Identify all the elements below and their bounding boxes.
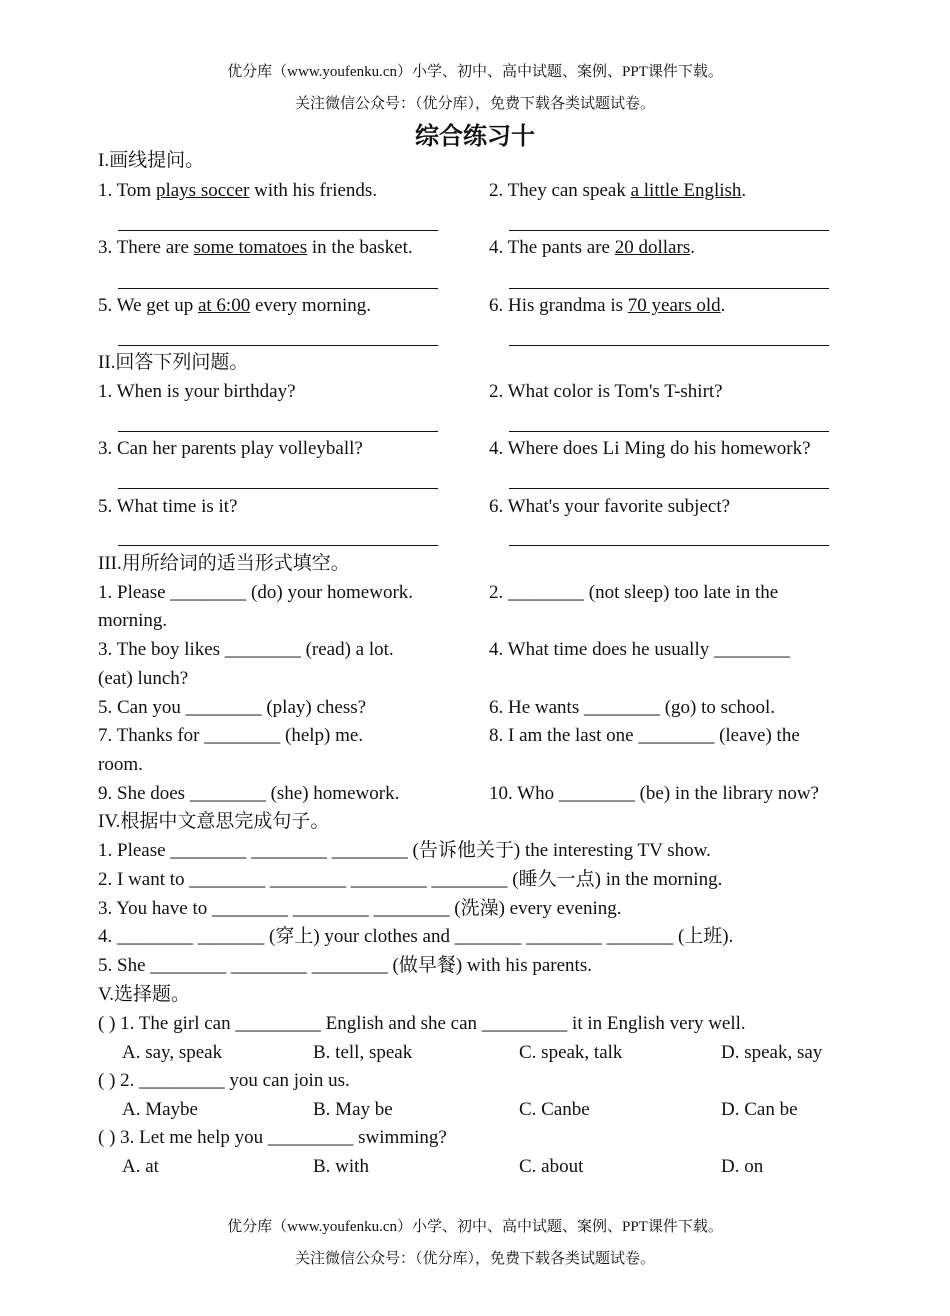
answer-line[interactable] [118, 288, 438, 289]
answer-line[interactable] [509, 488, 829, 489]
answer-line[interactable] [509, 230, 829, 231]
sec1-question-4: 4. The pants are 20 dollars. [489, 237, 695, 258]
answer-line[interactable] [118, 488, 438, 489]
section-3-heading: III.用所给词的适当形式填空。 [98, 553, 350, 574]
sec3-question-8-continued: room. [98, 754, 143, 775]
option-a[interactable]: A. Maybe [122, 1099, 198, 1120]
sec3-question-4: 4. What time does he usually ________ [489, 639, 790, 660]
sec3-question-5: 5. Can you ________ (play) chess? [98, 697, 367, 718]
footer-line-2: 关注微信公众号：（优分库），免费下载各类试题试卷。 [294, 1251, 655, 1267]
answer-line[interactable] [509, 545, 829, 546]
option-b[interactable]: B. with [313, 1156, 369, 1177]
sec3-question-6: 6. He wants ________ (go) to school. [489, 697, 776, 718]
option-b[interactable]: B. tell, speak [313, 1042, 413, 1063]
answer-line[interactable] [118, 230, 438, 231]
option-b[interactable]: B. May be [313, 1099, 393, 1120]
sec4-sentence-4: 4. ________ _______ (穿上) your clothes and _______ ________ _______ (上班). [98, 926, 734, 947]
section-5-heading: V.选择题。 [98, 984, 191, 1005]
footer-line-1: 优分库（www.youfenku.cn）小学、初中、高中试题、案例、PPT课件下载。 [227, 1219, 723, 1235]
sec3-question-2: 2. ________ (not sleep) too late in the [489, 582, 779, 603]
sec3-question-2-continued: morning. [98, 610, 168, 631]
option-a[interactable]: A. say, speak [122, 1042, 223, 1063]
option-a[interactable]: A. at [122, 1156, 159, 1177]
header-line-2: 关注微信公众号：（优分库），免费下载各类试题试卷。 [294, 96, 655, 112]
option-d[interactable]: D. Can be [721, 1099, 798, 1120]
sec3-question-4-continued: (eat) lunch? [98, 668, 189, 689]
answer-line[interactable] [118, 545, 438, 546]
option-d[interactable]: D. speak, say [721, 1042, 823, 1063]
sec5-question-1: ( ) 1. The girl can _________ English and she can _________ it in English very well. [98, 1013, 746, 1034]
answer-line[interactable] [509, 288, 829, 289]
option-d[interactable]: D. on [721, 1156, 764, 1177]
option-c[interactable]: C. about [519, 1156, 584, 1177]
sec2-question-4: 4. Where does Li Ming do his homework? [489, 438, 811, 459]
section-2-heading: II.回答下列问题。 [98, 352, 249, 373]
sec3-question-8: 8. I am the last one ________ (leave) the [489, 725, 800, 746]
sec3-question-1: 1. Please ________ (do) your homework. [98, 582, 414, 603]
answer-line[interactable] [509, 431, 829, 432]
section-1-heading: I.画线提问。 [98, 150, 205, 171]
answer-line[interactable] [509, 345, 829, 346]
sec3-question-9: 9. She does ________ (she) homework. [98, 783, 400, 804]
sec4-sentence-2: 2. I want to ________ ________ ________ ________ (睡久一点) in the morning. [98, 869, 723, 890]
sec1-question-6: 6. His grandma is 70 years old. [489, 295, 726, 316]
sec2-question-3: 3. Can her parents play volleyball? [98, 438, 363, 459]
section-4-heading: IV.根据中文意思完成句子。 [98, 811, 330, 832]
sec4-sentence-5: 5. She ________ ________ ________ (做早餐) with his parents. [98, 955, 592, 976]
sec3-question-7: 7. Thanks for ________ (help) me. [98, 725, 364, 746]
answer-line[interactable] [118, 431, 438, 432]
sec3-question-3: 3. The boy likes ________ (read) a lot. [98, 639, 394, 660]
sec1-question-1: 1. Tom plays soccer with his friends. [98, 180, 378, 201]
sec3-question-10: 10. Who ________ (be) in the library now? [489, 783, 819, 804]
sec2-question-5: 5. What time is it? [98, 496, 238, 517]
sec5-question-3: ( ) 3. Let me help you _________ swimming? [98, 1127, 447, 1148]
sec4-sentence-1: 1. Please ________ ________ ________ (告诉他关于) the interesting TV show. [98, 840, 711, 861]
header-line-1: 优分库（www.youfenku.cn）小学、初中、高中试题、案例、PPT课件下载。 [227, 64, 723, 80]
sec5-question-2: ( ) 2. _________ you can join us. [98, 1070, 350, 1091]
sec1-question-3: 3. There are some tomatoes in the basket. [98, 237, 413, 258]
sec2-question-6: 6. What's your favorite subject? [489, 496, 731, 517]
sec1-question-5: 5. We get up at 6:00 every morning. [98, 295, 372, 316]
sec2-question-1: 1. When is your birthday? [98, 381, 296, 402]
option-c[interactable]: C. Canbe [519, 1099, 590, 1120]
answer-line[interactable] [118, 345, 438, 346]
option-c[interactable]: C. speak, talk [519, 1042, 623, 1063]
sec2-question-2: 2. What color is Tom's T-shirt? [489, 381, 723, 402]
sec1-question-2: 2. They can speak a little English. [489, 180, 747, 201]
page-title: 综合练习十 [415, 122, 535, 150]
sec4-sentence-3: 3. You have to ________ ________ ________ (洗澡) every evening. [98, 898, 622, 919]
